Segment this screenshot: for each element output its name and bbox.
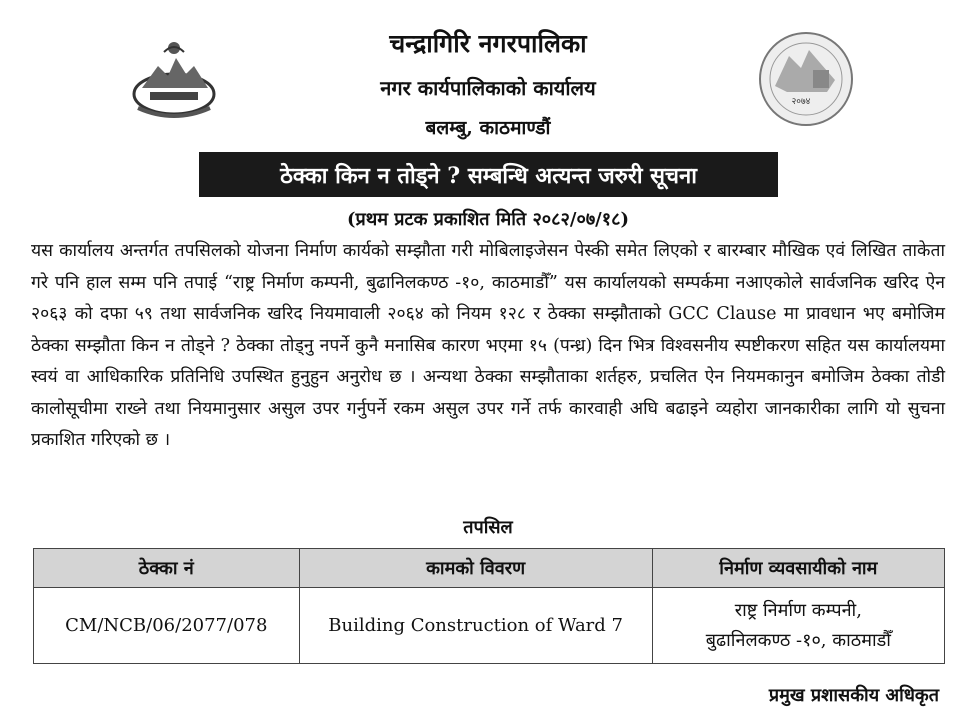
contract-table — [33, 548, 945, 664]
municipality-name: चन्द्रागिरि नगरपालिका — [389, 29, 587, 58]
signatory-title: प्रमुख प्रशासकीय अधिकृत — [768, 685, 939, 706]
column-header-contractor: निर्माण व्यवसायीको नाम — [652, 549, 944, 588]
column-header-description: कामको विवरण — [299, 549, 652, 588]
schedule-heading: तपसिल — [463, 517, 513, 538]
notice-body: यस कार्यालय अन्तर्गत तपसिलको योजना निर्माण कार्यको सम्झौता गरी मोबिलाइजेसन पेस्की समेत लिएको र बारम्बार मौखिक एवं लिखित ताकेता गरे पनि हाल सम्म पनि तपाई “राष्ट्र निर्माण कम्पनी, बुढानिलकण्ठ -१०, काठमाडौँ” यस कार्यालयको सम्पर्कमा नआएकोले सार्वजनिक खरिद ऐन २०६३ को दफा ५९ तथा सार्वजनिक खरिद नियमावाली २०६४ को नियम १२८ र ठेक्का सम्झौताको GCC Clause मा प्रावधान भए बमोजिम ठेक्का सम्झौता किन न तोड्ने ? ठेक्का तोड्नु नपर्ने कुनै मनासिब कारण भएमा १५ (पन्ध्र) दिन भित्र विश्वसनीय स्पष्टीकरण सहित यस कार्यालयमा स्वयं वा आधिकारिक प्रतिनिधि उपस्थित हुनुहुन अनुरोध छ । अन्यथा ठेक्का सम्झौताका शर्तहरु, प्रचलित ऐन नियमकानुन बमोजिम ठेक्का तोडी कालोसूचीमा राख्ने तथा नियमानुसार असुल उपर गर्नुपर्ने रकम असुल उपर गर्ने तर्फ कारवाही अघि बढाइने व्यहोरा जानकारीका लागि यो सुचना प्रकाशित गरिएको छ । — [31, 241, 945, 450]
contractor-name: राष्ट्र निर्माण कम्पनी, — [734, 599, 862, 621]
seal-year: २०७४ — [791, 97, 811, 107]
contract-number-cell: CM/NCB/06/2077/078 — [34, 588, 300, 664]
table-row — [34, 588, 945, 664]
column-header-contract-no: ठेक्का नं — [34, 549, 300, 588]
notice-title: ठेक्का किन न तोड्ने ? सम्बन्धि अत्यन्त जरुरी सूचना — [199, 152, 778, 197]
work-description-cell: Building Construction of Ward 7 — [299, 588, 652, 664]
office-address: बलम्बु, काठमाण्डौं — [425, 117, 551, 139]
contractor-name-cell — [652, 588, 944, 664]
notice-header — [0, 0, 976, 160]
publication-date: (प्रथम प्रटक प्रकाशित मिति २०८२/०७/१८) — [346, 209, 629, 230]
municipality-seal-icon — [757, 30, 855, 128]
table-header-row — [34, 549, 945, 588]
office-name: नगर कार्यपालिकाको कार्यालय — [380, 76, 596, 100]
contractor-address: बुढानिलकण्ठ -१०, काठमाडौँ — [705, 629, 891, 651]
